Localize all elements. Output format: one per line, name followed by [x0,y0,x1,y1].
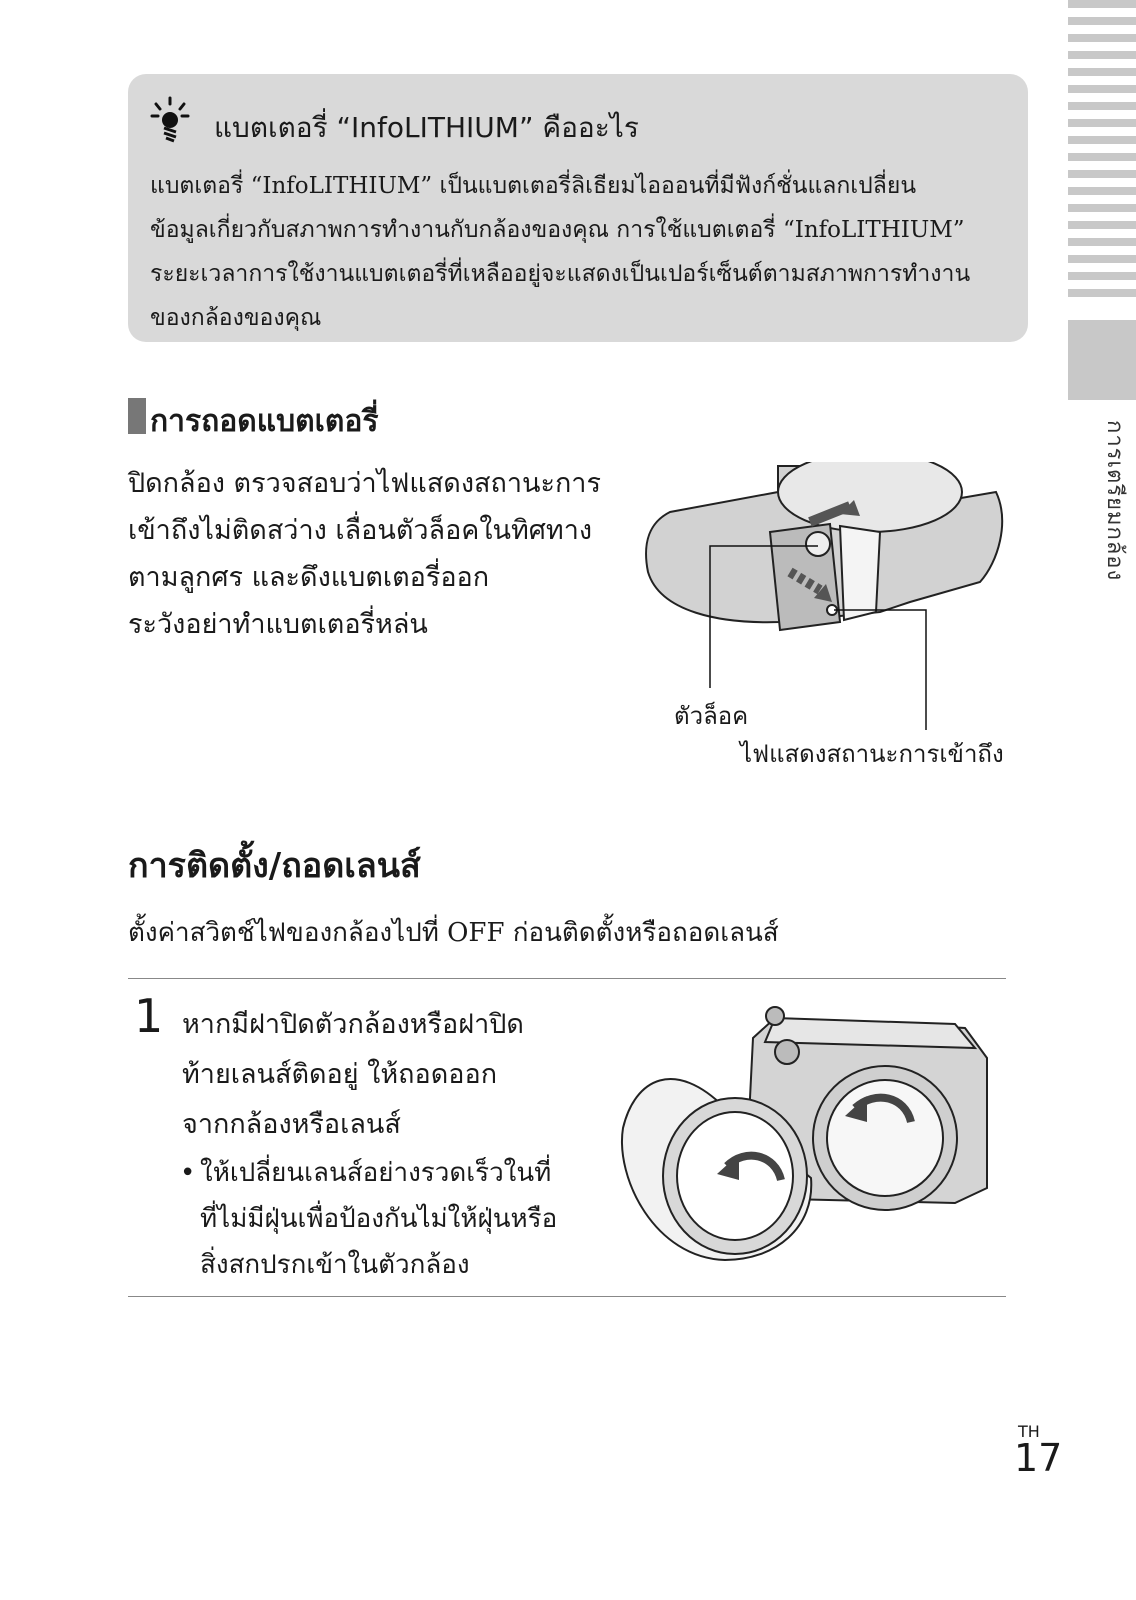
remove-battery-heading [128,398,379,438]
instruction-line: เข้าถึงไม่ติดสว่าง เลื่อนตัวล็อคในทิศทาง [128,515,593,546]
bullet-mark: • [180,1158,196,1188]
step-line: หากมีฝาปิดตัวกล้องหรือฝาปิด [182,1009,524,1040]
access-lamp-label: ไฟแสดงสถานะการเข้าถึง [740,740,1004,768]
instruction-line: ตามลูกศร และดึงแบตเตอรี่ออก [128,562,490,593]
page-language: TH [1018,1422,1040,1441]
instruction-line: ระวังอย่าทำแบตเตอรี่หล่น [128,609,428,640]
lens-section-title: การติดตั้ง/ถอดเลนส์ [128,846,421,886]
bullet-line: ให้เปลี่ยนเลนส์อย่างรวดเร็วในที่ [200,1158,552,1188]
heading-text: การถอดแบตเตอรี่ [150,404,379,439]
step-number: 1 [134,989,164,1043]
page-number: 17 [1014,1436,1063,1480]
tip-line: ข้อมูลเกี่ยวกับสภาพการทำงานกับกล้องของคุณ การใช้แบตเตอรี่ “InfoLITHIUM” [150,217,965,243]
instruction-line: ปิดกล้อง ตรวจสอบว่าไฟแสดงสถานะการ [128,468,601,499]
heading-marker [128,398,146,434]
divider-bottom [128,1296,1006,1297]
step-line: จากกล้องหรือเลนส์ [182,1109,401,1140]
tip-title: แบตเตอรี่ “InfoLITHIUM” คืออะไร [214,111,639,144]
tip-line: ของกล้องของคุณ [150,305,322,331]
bullet-line: ที่ไม่มีฝุ่นเพื่อป้องกันไม่ให้ฝุ่นหรือ [200,1204,558,1234]
remove-battery-instructions [128,460,628,648]
lightbulb-icon [150,96,190,144]
divider-top [128,978,1006,979]
step-instructions [182,1000,524,1150]
step-bullet-note [200,1150,557,1288]
edge-tab-block [1068,320,1136,400]
tip-body [150,164,1010,340]
tip-line: ระยะเวลาการใช้งานแบตเตอรี่ที่เหลืออยู่จะแสดงเป็นเปอร์เซ็นต์ตามสภาพการทำงาน [150,261,971,287]
lens-section-intro: ตั้งค่าสวิตช์ไฟของกล้องไปที่ OFF ก่อนติดตั้งหรือถอดเลนส์ [128,918,779,948]
lock-label: ตัวล็อค [674,702,749,730]
bullet-line: สิ่งสกปรกเข้าในตัวกล้อง [200,1250,470,1280]
chapter-side-tab[interactable]: การเตรียมกล้อง [1102,420,1127,582]
step-line: ท้ายเลนส์ติดอยู่ ให้ถอดออก [182,1059,498,1090]
tip-line: แบตเตอรี่ “InfoLITHIUM” เป็นแบตเตอรี่ลิเธียมไอออนที่มีฟังก์ชั่นแลกเปลี่ยน [150,173,917,199]
lens-cap-removal-illustration [615,998,1010,1268]
edge-stripes [1068,0,1136,360]
